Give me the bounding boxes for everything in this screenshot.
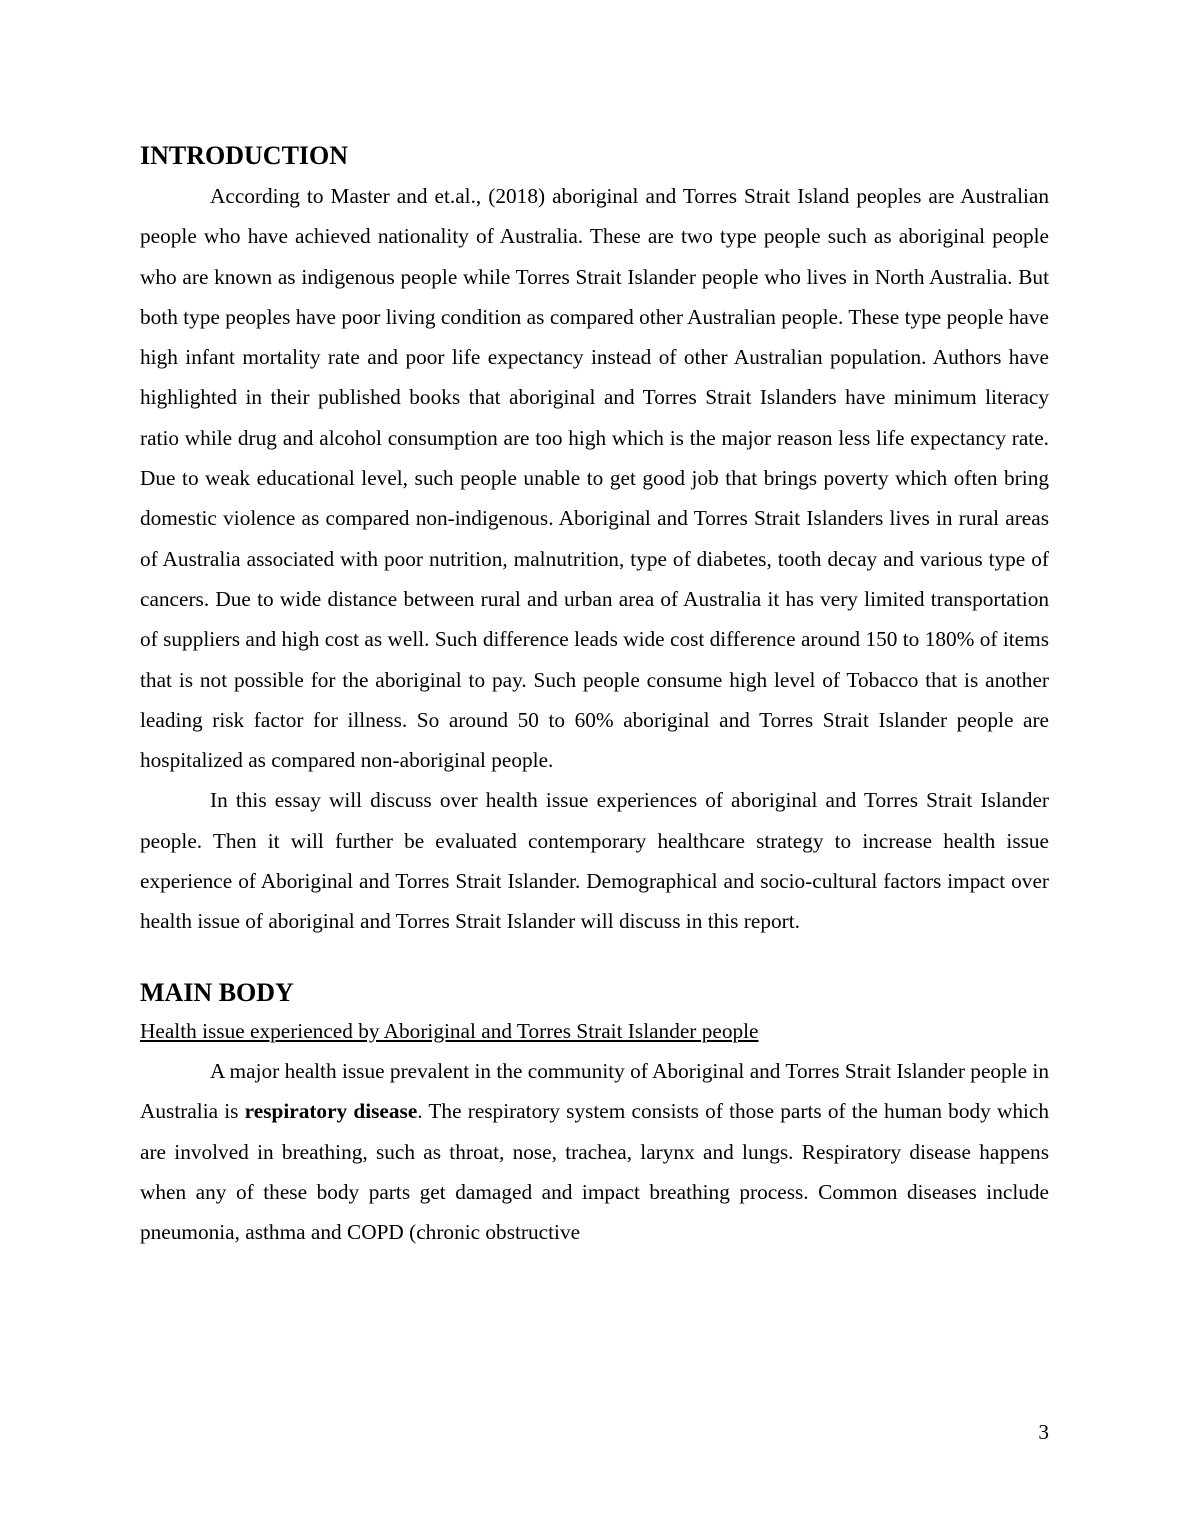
page-number: 3 <box>1038 1420 1049 1444</box>
paragraph-text-after-bold: . The respiratory system consists of those parts of the human body which are involved in breathing, such as throat, nose, trachea, larynx and lungs. Respiratory disease happens when any of these body parts get damaged and impact breathing process. Common diseases include pneumonia, asthma and COPD (chronic obstructive <box>140 1099 1050 1245</box>
health-issue-subheading: Health issue experienced by Aboriginal and Torres Strait Islander people <box>140 1018 759 1043</box>
introduction-heading: INTRODUCTION <box>140 141 349 170</box>
introduction-paragraph-2: In this essay will discuss over health issue experiences of aboriginal and Torres Strait Islander people. Then it will further be evaluated contemporary healthcare strategy to increase health issue experience of Aboriginal and Torres Strait Islander. Demographical and socio-cultural factors impact over health issue of aboriginal and Torres Strait Islander will discuss in this report. <box>140 788 1049 934</box>
main-body-heading: MAIN BODY <box>140 977 294 1007</box>
page-content <box>140 138 1049 1252</box>
introduction-paragraph-1: According to Master and et.al., (2018) aboriginal and Torres Strait Island peoples are Australian people who have achieved nationality of Australia. These are two type people such as aboriginal people who are known as indigenous people while Torres Strait Islander people who lives in North Australia. But both type peoples have poor living condition as compared other Australian people. These type people have high infant mortality rate and poor life expectancy instead of other Australian population. Authors have highlighted in their published books that aboriginal and Torres Strait Islanders have minimum literacy ratio while drug and alcohol consumption are too high which is the major reason less life expectancy rate. Due to weak educational level, such people unable to get good job that brings poverty which often bring domestic violence as compared non-indigenous. Aboriginal and Torres Strait Islanders lives in rural areas of Australia associated with poor nutrition, malnutrition, type of diabetes, tooth decay and various type of cancers. Due to wide distance between rural and urban area of Australia it has very limited transportation of suppliers and high cost as well. Such difference leads wide cost difference around 150 to 180% of items that is not possible for the aboriginal to pay. Such people consume high level of Tobacco that is another leading risk factor for illness. So around 50 to 60% aboriginal and Torres Strait Islander people are hospitalized as compared non-aboriginal people. <box>140 184 1049 773</box>
paragraph-text-before-bold: A major health issue prevalent in the community of Aboriginal and Torres Strait Islander people in Australia is <box>140 1058 1049 1124</box>
respiratory-disease-term: respiratory disease <box>244 1099 418 1124</box>
main-body-paragraph-1 <box>140 1051 1049 1252</box>
